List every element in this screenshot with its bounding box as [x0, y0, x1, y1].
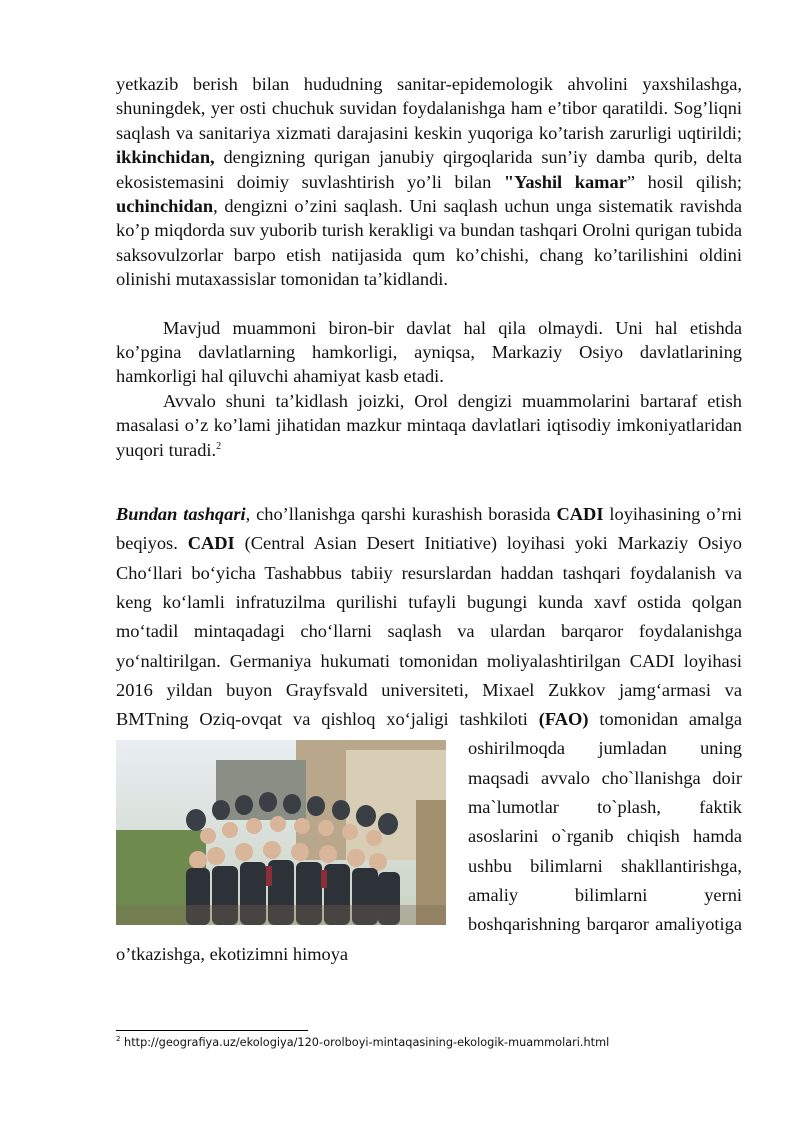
text-run: Avvalo shuni ta’kidlash joizki, Orol dengizi muammolarini bartaraf etish masalasi o’z ko’lami jihatidan mazkur mintaqa davlatlari iqtisodiy imkoniyatlaridan yuqori turadi.	[116, 390, 742, 460]
text-run: dengizning qurigan janubiy qirgoqlarida sun’iy damba qurib, delta ekosistemasini doimiy suvlashtirish yo’li bilan	[116, 147, 742, 192]
bold-fao: (FAO)	[538, 709, 589, 730]
paragraph-1	[116, 72, 742, 292]
text-run: , cho’llanishga qarshi kurashish borasida	[245, 504, 557, 525]
footnote-url[interactable]: http://geografiya.uz/ekologiya/120-orolboyi-mintaqasining-ekologik-muammolari.html	[120, 1036, 610, 1049]
footnote-reference[interactable]: 2	[216, 440, 222, 452]
text-run: yetkazib berish bilan hududning sanitar-epidemologik ahvolini yaxshilashga, shuningdek, yer osti chuchuk suvidan foydalanishga ham e’tibor qaratildi. Sog’liqni saqlash va sanitariya xizmati darajasini keskin yuqoriga ko’tarish zarurligi uqtirildi;	[116, 74, 742, 143]
text-run-with-photo: (Central Asian Desert Initiative) loyihasi yoki Markaziy Osiyo Cho‘llari bo‘yicha Tashabbus tabiiy resurslardan haddan tashqari foydalanish va keng ko‘lamli infratuzilma qurilishi tufayli bugungi kunda xavf ostida qolgan mo‘tadil mintaqadagi cho‘llarni saqlash va ulardan barqaror foydalanishga yo‘naltirilgan. Germaniya hukumati tomonidan moliyalashtirilgan CADI loyihasi 2016 yildan buyon Grayfsvald universiteti, Mixael Zukkov jamg‘armasi va BMTning Oziq-ovqat va qishloq xo‘jaligi tashkiloti (FAO) tomonidan amalga oshirilmoqda jumladan uning maqsadi avvalo cho`llanishga doir ma`lumotlar to`plash, faktik asoslarini o`rganib chiqish hamda ushbu bilimlarni shakllantirishga, amaliy bilimlarni yerni boshqarishning barqaror amaliyotiga o’tkazishga, ekotizimni himoya	[116, 533, 742, 964]
text-run: , dengizni o’zini saqlash. Uni saqlash uchun unga sistematik ravishda ko’p miqdorda suv yuborib turish kerakligi va bundan tashqari Orolni qurigan tubida saksovulzorlar barpo etish natijasida qum ko’chishi, chang ko’tarilishini oldini olinishi mutaxassislar tomonidan ta’kidlandi.	[116, 196, 742, 290]
lead-bundan-tashqari: Bundan tashqari	[116, 504, 246, 525]
text-run: tomonidan amalga oshirilmoqda jumladan uning maqsadi avvalo cho`llanishga doir ma`lumotlar to`plash, faktik asoslarini o`rganib chiqish hamda ushbu bilimlarni shakllantirishga, amaliy bilimlarni yerni boshqarishning barqaror amaliyotiga o’tkazishga, ekotizimni himoya	[116, 709, 742, 964]
paragraph-2: Mavjud muammoni biron-bir davlat hal qila olmaydi. Uni hal etishda ko’pgina davlatlarning hamkorligi, ayniqsa, Markaziy Osiyo davlatlarining hamkorligi hal qiluvchi ahamiyat kasb etadi.	[116, 317, 742, 387]
bold-cadi: CADI	[556, 504, 604, 525]
group-photo-image	[116, 740, 446, 925]
bold-yashil-kamar: "Yashil kamar	[503, 171, 627, 192]
footnote	[116, 1036, 609, 1049]
footnote-number: 2	[116, 1035, 121, 1044]
text-run: loyihasining o’rni beqiyos.	[116, 504, 742, 554]
paragraph-3	[116, 389, 742, 462]
text-run: ” hosil qilish;	[626, 171, 742, 192]
bold-ikkinchidan: ikkinchidan,	[116, 147, 215, 168]
paragraph-4	[116, 500, 742, 969]
bold-uchinchidan: uchinchidan	[116, 196, 214, 217]
bold-cadi: CADI	[187, 533, 235, 554]
footnote-separator	[116, 1030, 308, 1031]
document-page	[116, 72, 742, 969]
